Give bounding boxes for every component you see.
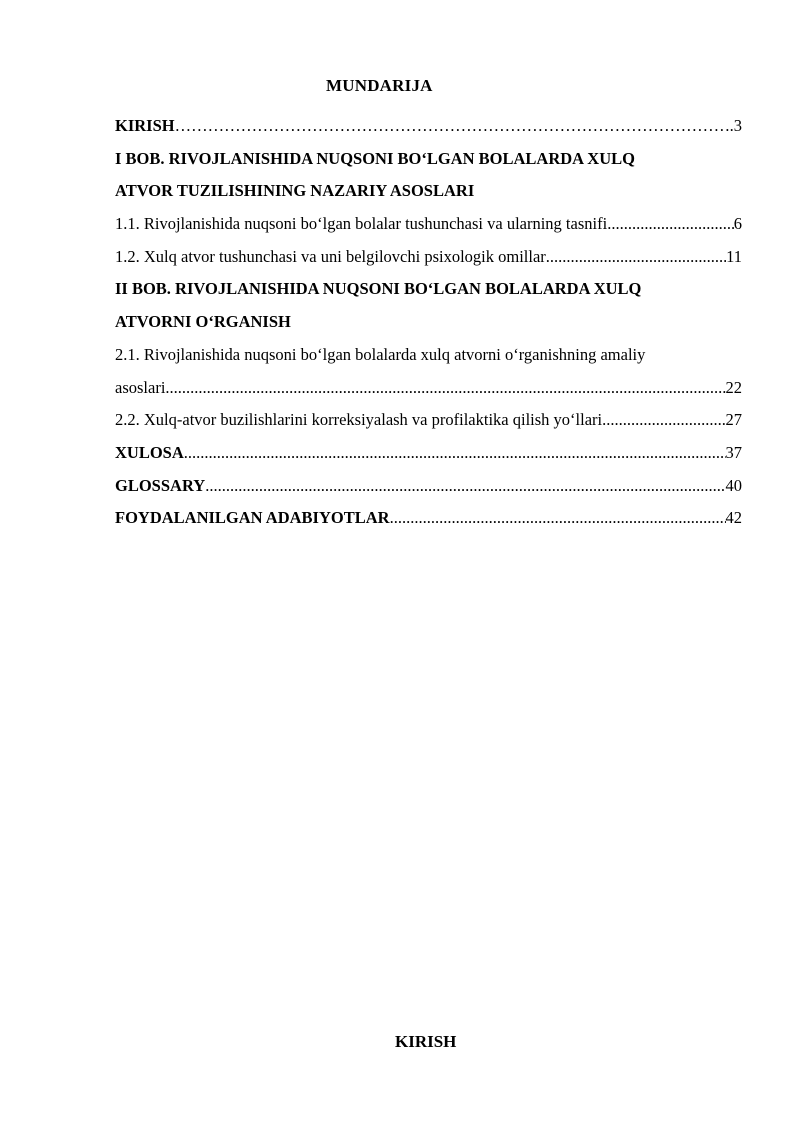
toc-leader-dots: [546, 241, 726, 274]
toc-leader-dots: [175, 110, 730, 143]
toc-leader-dots: [607, 208, 734, 241]
table-of-contents: [115, 110, 742, 535]
toc-entry-2-1-line1[interactable]: 2.1. Rivojlanishida nuqsoni bo‘lgan bolalarda xulq atvorni o‘rganishning amaliy: [115, 344, 646, 364]
toc-entry-2-2[interactable]: [115, 404, 742, 437]
toc-entry-xulosa[interactable]: [115, 437, 742, 470]
toc-entry-label: KIRISH: [115, 116, 175, 135]
toc-page-number: 6: [733, 214, 742, 234]
toc-entry-1-2[interactable]: [115, 241, 742, 274]
toc-leader-dots: [602, 404, 725, 437]
toc-page-number: 40: [725, 475, 742, 495]
toc-page-number: 37: [725, 442, 742, 462]
toc-leader-dots: [165, 372, 725, 405]
toc-page-number: 11: [726, 246, 742, 266]
toc-entry-glossary[interactable]: [115, 470, 742, 503]
toc-page-number: 22: [725, 377, 742, 397]
toc-entry-2-1-line2[interactable]: [115, 372, 742, 405]
toc-page-number: 27: [725, 410, 742, 430]
toc-entry-label: FOYDALANILGAN ADABIYOTLAR: [115, 508, 390, 528]
toc-entry-kirish[interactable]: [115, 110, 742, 143]
toc-chapter-2-heading-line1[interactable]: II BOB. RIVOJLANISHIDA NUQSONI BO‘LGAN BOLALARDA XULQ: [115, 279, 642, 299]
toc-entry-label: 1.1. Rivojlanishida nuqsoni bo‘lgan bolalar tushunchasi va ularning tasnifi: [115, 214, 608, 234]
section-heading-kirish: KIRISH: [395, 1032, 457, 1051]
toc-chapter-1-heading-line2[interactable]: ATVOR TUZILISHINING NAZARIY ASOSLARI: [115, 181, 475, 201]
toc-entry-1-1[interactable]: [115, 208, 742, 241]
toc-page-number: 42: [725, 508, 742, 528]
toc-entry-label: XULOSA: [115, 442, 184, 462]
toc-title: MUNDARIJA: [326, 76, 433, 95]
toc-chapter-1-heading-line1[interactable]: I BOB. RIVOJLANISHIDA NUQSONI BO‘LGAN BOLALARDA XULQ: [115, 148, 635, 168]
toc-entry-label: GLOSSARY: [115, 475, 206, 495]
toc-entry-label: 2.2. Xulq-atvor buzilishlarini korreksiyalash va profilaktika qilish yo‘llari: [115, 410, 603, 430]
toc-chapter-2-heading-line2[interactable]: ATVORNI O‘RGANISH: [115, 312, 291, 332]
toc-leader-dots: [184, 437, 726, 470]
toc-leader-dots: [390, 502, 726, 535]
toc-entry-adabiyotlar[interactable]: [115, 502, 742, 535]
toc-entry-label: asoslari: [115, 377, 166, 397]
toc-page-number: .3: [729, 116, 742, 135]
toc-entry-label: 1.2. Xulq atvor tushunchasi va uni belgilovchi psixologik omillar: [115, 246, 546, 266]
toc-leader-dots: [205, 470, 725, 503]
